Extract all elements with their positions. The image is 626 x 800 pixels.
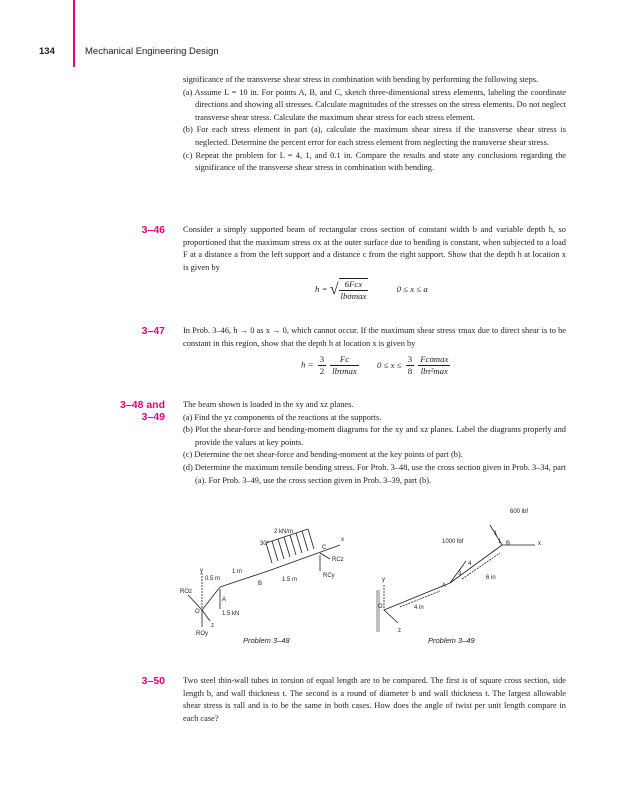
problem-3-48-text xyxy=(183,399,566,487)
support-wall xyxy=(376,590,380,632)
caption-problem-3-49: Problem 3–49 xyxy=(428,636,475,645)
intro-lead: significance of the transverse shear stress in combination with bending by performing the following steps. xyxy=(183,75,539,84)
fig349-label-y: y xyxy=(382,577,385,583)
fig349-dim2-label: 4 in xyxy=(414,605,424,611)
eq-347-c2-num: 3 xyxy=(407,354,413,364)
problem-number-3-50: 3–50 xyxy=(141,675,165,687)
fig348-label-r-oy: ROy xyxy=(196,631,208,637)
eq-346-range: 0 ≤ x ≤ a xyxy=(396,284,428,295)
fig349-load2-label: 1000 lbf xyxy=(442,539,464,545)
fig348-dim3-label: 1.5 m xyxy=(282,577,298,583)
reaction-oz-arrow xyxy=(188,595,202,610)
reaction-cz-arrow xyxy=(320,553,330,559)
intro-part-b: (b) For each stress element in part (a), calculate the maximum shear stress if the transverse shear stress is neglected. Determine the percent error for each stress element from neglecting the transverse shear stress. xyxy=(183,125,566,147)
eq-346-denominator: lbσmax xyxy=(340,291,367,301)
problem-3-50-text: Two steel thin-wall tubes in torsion of equal length are to be compared. The first is of square cross section, side length b, and wall thickness t. The second is a round of diameter b and wall thickness t. The largest allowable shear stress is τall and is to be the same in both cases. How does the angle of twist per unit length compare in each case? xyxy=(183,676,566,723)
fig348-label-r-oz: ROz xyxy=(180,589,192,595)
eq-347-lhs: h = xyxy=(301,359,314,370)
fig348-label-o: O xyxy=(195,609,200,615)
beam-segment-oa xyxy=(202,587,220,610)
fig348-angle-label: 30° xyxy=(260,541,270,547)
header-rule xyxy=(73,0,75,67)
fig349-slope-d: 1 xyxy=(498,539,502,545)
fig349-slope-c: 1 xyxy=(494,531,498,537)
problem-3-48-part-b: (b) Plot the shear-force and bending-moment diagrams for the xy and xz planes. Label the diagrams properly and provide the values at key points. xyxy=(183,425,566,447)
fig348-label-z: z xyxy=(211,623,214,629)
fig349-label-o: O xyxy=(378,604,383,610)
intro-part-c: (c) Repeat the problem for L = 4, 1, and 0.1 in. Compare the results and state any conclusions regarding the significance of the transverse shear stress in combination with bending. xyxy=(183,150,566,173)
z-axis-line xyxy=(202,610,210,621)
problem-3-48-part-a: (a) Find the yz components of the reactions at the supports. xyxy=(183,412,382,422)
fig349-slope-b: 3 xyxy=(458,571,462,577)
fig348-label-a: A xyxy=(222,597,227,603)
fig348-dim2-label: 0.5 m xyxy=(205,576,221,582)
problem-3-47-text: In Prob. 3–46, h → 0 as x → 0, which cannot occur. If the maximum shear stress τmax due to direct shear is to be constant in this region, show that the depth h at location x is given by xyxy=(183,326,566,348)
fig349-slope-a: 4 xyxy=(468,561,472,567)
fig349-dim1-label: 6 in xyxy=(486,575,496,581)
fig348-load-label: 2 kN/m xyxy=(274,529,294,535)
equation-3-47 xyxy=(301,354,452,377)
eq-347-c1-den: 2 xyxy=(319,366,325,376)
running-head: Mechanical Engineering Design xyxy=(85,46,219,57)
page-number: 134 xyxy=(39,46,55,57)
figure-problem-3-48 xyxy=(180,515,360,640)
problem-3-46-text: Consider a simply supported beam of rectangular cross section of constant width b and variable depth h, so proportioned that the maximum stress σx at the outer surface due to bending is constant, when subjected to a load F at a distance a from the left support and a distance c from the right support. Show that the depth h at location x is given by xyxy=(183,225,566,272)
problem-number-3-48-49 xyxy=(100,399,165,423)
fig348-dim1-label: 1 m xyxy=(232,569,243,575)
fig348-force-label: 1.5 kN xyxy=(222,611,240,617)
fig348-label-y: y xyxy=(200,568,203,574)
problem-3-48-lead: The beam shown is loaded in the xy and xz planes. xyxy=(183,400,354,409)
eq-347-range: 0 ≤ x ≤ xyxy=(377,359,402,370)
z-axis-line xyxy=(384,610,398,623)
intro-block xyxy=(183,74,566,175)
problem-3-48-part-d: (d) Determine the maximum tensile bending stress. For Prob. 3–48, use the cross section given in Prob. 3–34, part (a). For Prob. 3–49, use the cross section given in Prob. 3–39, part (b). xyxy=(183,462,566,485)
problem-number-3-49: 3–49 xyxy=(141,411,165,423)
problem-3-48-part-c: (c) Determine the net shear-force and bending-moment at the key points of part (b). xyxy=(183,450,463,460)
fig348-label-r-cz: RCz xyxy=(332,557,344,563)
caption-problem-3-48: Problem 3–48 xyxy=(243,636,290,645)
problem-number-3-48: 3–48 and xyxy=(120,399,165,411)
fig348-label-b: B xyxy=(258,581,263,587)
eq-347-c2-den: 8 xyxy=(407,366,413,376)
beam-segment-bc xyxy=(268,553,318,571)
eq-347-g-num: Fcσmax xyxy=(420,354,449,364)
fig349-label-b: B xyxy=(506,541,511,547)
problem-number-3-47: 3–47 xyxy=(141,325,165,337)
eq-347-c1-num: 3 xyxy=(319,354,325,364)
fig348-label-c: C xyxy=(322,545,327,551)
fig348-label-r-cy: RCy xyxy=(323,573,335,579)
fig349-label-x: x xyxy=(538,541,541,547)
fig349-load1-label: 600 lbf xyxy=(510,509,529,515)
problem-number-3-46: 3–46 xyxy=(141,224,165,236)
intro-part-a: (a) Assume L = 10 in. For points A, B, and C, sketch three-dimensional stress elements, labeling the coordinate directions and showing all stresses. Calculate magnitudes of the stresses on the stress elements. Do not neglect transverse shear stress. Calculate the maximum shear stress for each stress element. xyxy=(183,87,566,122)
eq-347-f-den: lbτmax xyxy=(332,366,357,376)
fig349-label-a: A xyxy=(442,583,447,589)
equation-3-46: h = √ $\frac{\text{6Fcx}}{\text{lbσmax}}$ 0 ≤ x ≤ a xyxy=(315,279,428,301)
eq-347-g-den: lbτ²max xyxy=(420,366,448,376)
eq-346-numerator: 6Fcx xyxy=(339,279,369,291)
eq-346-lhs: h = xyxy=(315,284,328,295)
figure-problem-3-49 xyxy=(370,495,555,640)
fig349-label-z: z xyxy=(398,628,401,634)
fig348-label-x: x xyxy=(341,537,344,543)
eq-347-f-num: Fc xyxy=(330,354,359,366)
